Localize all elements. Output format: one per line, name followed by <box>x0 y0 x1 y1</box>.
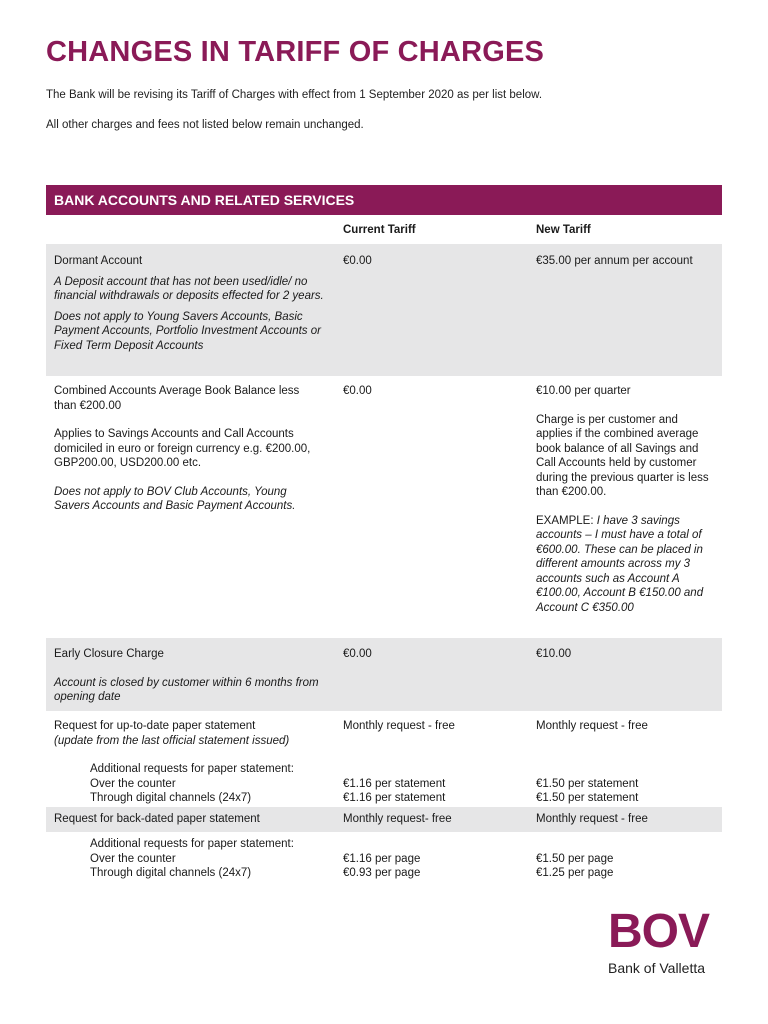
table-row-combined-balance <box>46 376 722 638</box>
current-digital-fee: €0.93 per page <box>343 867 421 879</box>
current-tariff: €0.00 <box>343 648 372 660</box>
row-title: Request for up-to-date paper statement <box>54 720 256 732</box>
new-tariff-cell <box>536 852 716 881</box>
current-tariff-cell <box>343 852 523 881</box>
column-header-new: New Tariff <box>536 224 591 236</box>
intro-paragraph: The Bank will be revising its Tariff of Charges with effect from 1 September 2020 as per list below. <box>46 89 543 101</box>
row-exclusion: Does not apply to Young Savers Accounts, Basic Payment Accounts, Portfolio Investment Accounts or Fixed Term Deposit Accounts <box>54 310 321 352</box>
row-title: Request for back-dated paper statement <box>54 813 260 825</box>
additional-requests-label: Additional requests for paper statement: <box>90 838 294 850</box>
current-tariff: €0.00 <box>343 255 372 267</box>
example-block <box>536 514 716 616</box>
digital-channels-label: Through digital channels (24x7) <box>90 792 252 804</box>
table-row-uptodate-statement <box>46 711 722 807</box>
new-tariff-cell <box>536 719 716 806</box>
row-title: Dormant Account <box>54 255 143 267</box>
new-counter-fee: €1.50 per statement <box>536 777 639 790</box>
current-counter-fee: €1.16 per statement <box>343 777 446 790</box>
table-row-backdated-statement <box>46 807 722 832</box>
new-counter-fee: €1.50 per page <box>536 852 614 865</box>
column-header-current: Current Tariff <box>343 224 416 236</box>
intro-note: All other charges and fees not listed below remain unchanged. <box>46 119 364 131</box>
over-the-counter-label: Over the counter <box>90 777 176 790</box>
new-tariff-note: Charge is per customer and applies if the combined average book balance of all Savings and Call Accounts held by customer during the previous quarter is less than €200.00. <box>536 413 709 498</box>
logo-mark: BOV <box>608 905 710 958</box>
table-row-backdated-additional <box>46 832 722 886</box>
new-digital-fee: €1.50 per statement <box>536 792 639 804</box>
example-label: EXAMPLE: <box>536 514 594 527</box>
row-description <box>54 384 324 514</box>
row-detail: A Deposit account that has not been used/idle/ no financial withdrawals or deposits effected for 2 years. <box>54 275 324 302</box>
current-tariff: Monthly request - free <box>343 720 455 732</box>
row-title: Combined Accounts Average Book Balance less than €200.00 <box>54 385 300 412</box>
row-detail: Account is closed by customer within 6 months from opening date <box>54 676 319 703</box>
row-detail: Applies to Savings Accounts and Call Accounts domiciled in euro or foreign currency e.g. €200.00, GBP200.00, USD200.00 etc. <box>54 428 311 469</box>
digital-channels-label: Through digital channels (24x7) <box>90 867 252 879</box>
row-description <box>54 254 324 353</box>
example-text: I have 3 savings accounts – I must have a total of €600.00. These can be placed in different amounts across my 3 accounts such as Account A €100.00, Account B €150.00 and Account C €350.00 <box>536 514 704 614</box>
additional-requests-label: Additional requests for paper statement: <box>90 763 294 775</box>
table-row-dormant-account <box>46 244 722 376</box>
current-digital-fee: €1.16 per statement <box>343 792 446 804</box>
row-exclusion: Does not apply to BOV Club Accounts, Young Savers Accounts and Basic Payment Accounts. <box>54 485 296 512</box>
new-digital-fee: €1.25 per page <box>536 867 614 879</box>
table-row-early-closure <box>46 638 722 711</box>
new-tariff: €10.00 <box>536 648 572 660</box>
section-header: BANK ACCOUNTS AND RELATED SERVICES <box>46 185 722 215</box>
logo-bank-name: Bank of Valletta <box>608 960 706 976</box>
current-counter-fee: €1.16 per page <box>343 852 421 865</box>
row-description <box>54 647 324 705</box>
page-title: CHANGES IN TARIFF OF CHARGES <box>46 36 545 68</box>
new-tariff: €10.00 per quarter <box>536 385 631 397</box>
current-tariff: €0.00 <box>343 385 372 397</box>
new-tariff: Monthly request - free <box>536 813 648 825</box>
new-tariff-cell <box>536 384 716 615</box>
new-tariff: €35.00 per annum per account <box>536 255 693 267</box>
row-description <box>54 719 324 806</box>
row-title: Early Closure Charge <box>54 648 164 660</box>
current-tariff: Monthly request- free <box>343 813 452 825</box>
new-tariff: Monthly request - free <box>536 720 648 732</box>
row-note: (update from the last official statement issued) <box>54 734 290 747</box>
bov-logo <box>608 906 728 976</box>
row-description <box>54 837 324 881</box>
current-tariff-cell <box>343 719 523 806</box>
over-the-counter-label: Over the counter <box>90 852 176 865</box>
